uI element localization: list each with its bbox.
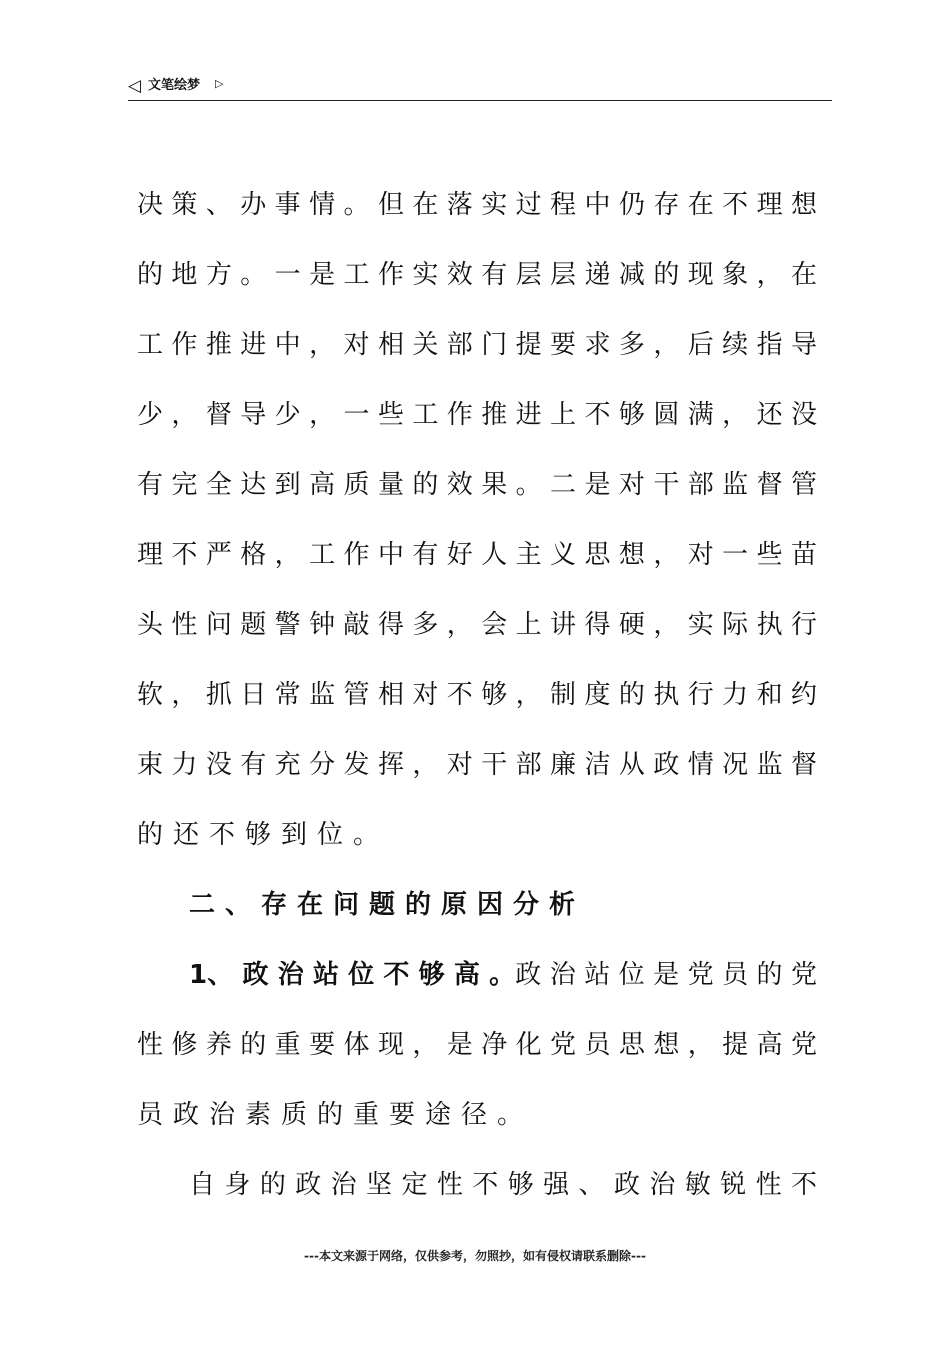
point-1-title: 1、 政 治 站 位 不 够 高 。 bbox=[189, 960, 516, 990]
left-triangle-icon: ◁ bbox=[128, 76, 142, 96]
body-line: 决 策 、 办 事 情 。 但 在 落 实 过 程 中 仍 存 在 不 理 想 bbox=[137, 190, 817, 220]
section-heading: 二、存在问题的原因分析 bbox=[189, 890, 586, 920]
body-line: 软 ， 抓 日 常 监 管 相 对 不 够 ， 制 度 的 执 行 力 和 约 bbox=[137, 680, 817, 710]
body-line: 的 地 方 。 一 是 工 作 实 效 有 层 层 递 减 的 现 象 ， 在 bbox=[137, 260, 817, 290]
body-line: 有 完 全 达 到 高 质 量 的 效 果 。 二 是 对 干 部 监 督 管 bbox=[137, 470, 817, 500]
body-line: 自 身 的 政 治 坚 定 性 不 够 强 、 政 治 敏 锐 性 不 bbox=[189, 1170, 817, 1200]
body-line: 束 力 没 有 充 分 发 挥 ， 对 干 部 廉 洁 从 政 情 况 监 督 bbox=[137, 750, 817, 780]
right-triangle-icon: ▷ bbox=[215, 77, 224, 90]
point-1-text: 政 治 站 位 是 党 员 的 党 bbox=[515, 960, 817, 990]
body-line: 工 作 推 进 中 ， 对 相 关 部 门 提 要 求 多 ， 后 续 指 导 bbox=[137, 330, 817, 360]
body-line: 头 性 问 题 警 钟 敲 得 多 ， 会 上 讲 得 硬 ， 实 际 执 行 bbox=[137, 610, 817, 640]
body-line: 员政治素质的重要途径。 bbox=[137, 1100, 534, 1130]
header-title: 文笔绘梦 bbox=[148, 78, 201, 93]
document-body bbox=[137, 170, 817, 1220]
body-line: 少 ， 督 导 少 ， 一 些 工 作 推 进 上 不 够 圆 满 ， 还 没 bbox=[137, 400, 817, 430]
body-line: 性 修 养 的 重 要 体 现 ， 是 净 化 党 员 思 想 ， 提 高 党 bbox=[137, 1030, 817, 1060]
body-line: 的还不够到位。 bbox=[137, 820, 390, 850]
point-1-line bbox=[137, 940, 817, 1010]
page-header bbox=[128, 70, 832, 101]
body-line: 理 不 严 格 ， 工 作 中 有 好 人 主 义 思 想 ， 对 一 些 苗 bbox=[137, 540, 817, 570]
footer-notice: ---本文来源于网络，仅供参考，勿照抄，如有侵权请联系删除--- bbox=[304, 1249, 646, 1263]
